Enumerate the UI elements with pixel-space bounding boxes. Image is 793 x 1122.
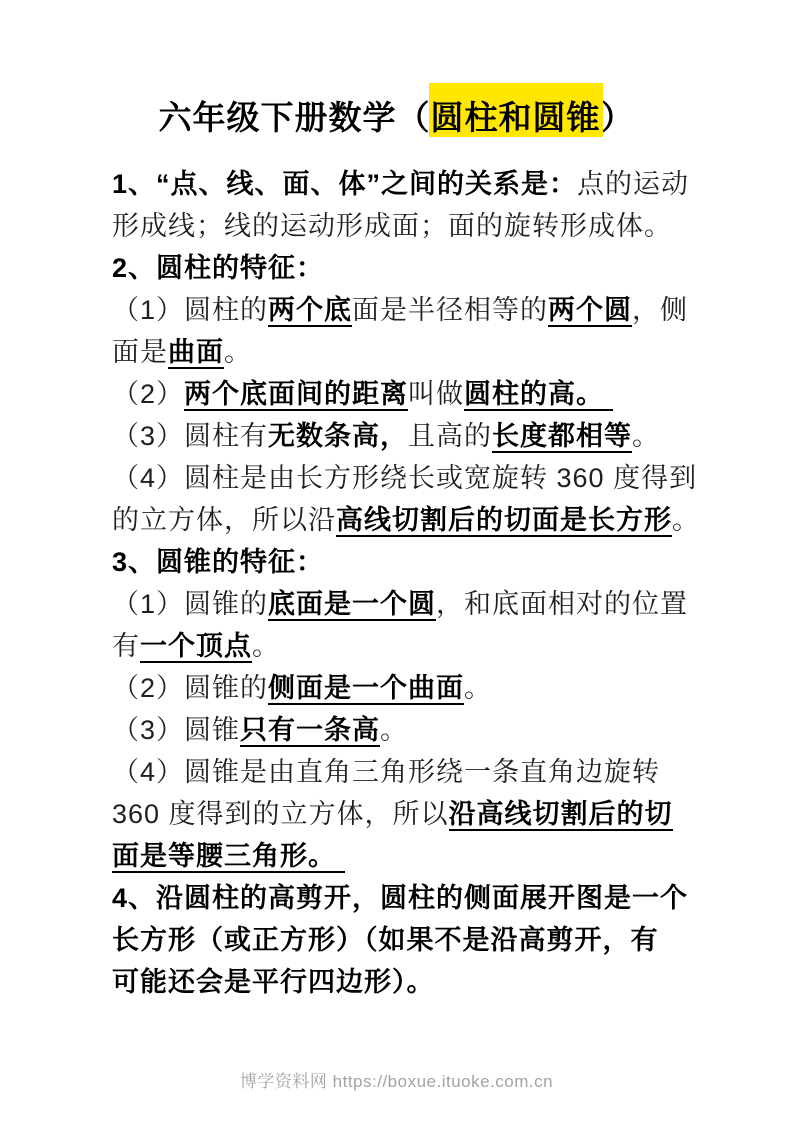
text-line	[112, 793, 733, 835]
text-line	[112, 709, 733, 751]
text-line	[112, 751, 733, 793]
text-line	[112, 499, 733, 541]
key-term-underlined: 两个底面间的距离	[184, 379, 409, 409]
body-text: 。	[632, 421, 661, 451]
bold-text: 1、“点、线、面、体”之间的关系是：	[112, 169, 578, 199]
body-text: 。	[464, 673, 493, 703]
text-line	[112, 163, 733, 205]
body-text: （2）圆锥的	[112, 673, 269, 703]
key-term-underlined: 沿高线切割后的切	[448, 799, 673, 829]
body-text: （1）圆柱的	[112, 295, 269, 325]
body-text: 。	[252, 631, 280, 661]
title-suffix: ）	[600, 99, 635, 136]
text-line	[112, 373, 733, 415]
body-text: （3）圆锥	[112, 715, 241, 745]
body-text: （4）圆柱是由长方形绕长或宽旋转 360 度得到	[112, 463, 698, 493]
text-line	[112, 541, 733, 583]
key-term-underlined: 两个圆	[548, 295, 633, 325]
text-line	[112, 331, 733, 373]
key-term-underlined: 高线切割后的切面是长方形	[336, 505, 672, 535]
key-term-underlined: 曲面	[168, 337, 224, 367]
page-title	[0, 0, 793, 142]
key-term-underlined: 长度都相等	[492, 421, 633, 451]
body-text: ，侧	[632, 295, 689, 325]
body-text: （2）	[112, 379, 185, 409]
body-text: 面是	[112, 337, 168, 367]
key-term-underlined: 只有一条高	[240, 715, 381, 745]
bold-text: 4、沿圆柱的高剪开，圆柱的侧面展开图是一个	[112, 883, 689, 913]
body-text: 有	[112, 631, 140, 661]
body-text: 叫做	[408, 379, 465, 409]
body-text: 面是半径相等的	[352, 295, 549, 325]
text-line	[112, 667, 733, 709]
key-term-underlined: 底面是一个圆	[268, 589, 437, 619]
body-text: 。	[380, 715, 409, 745]
footer-site-name: 博学资料网	[239, 1072, 328, 1091]
body-text: （1）圆锥的	[112, 589, 269, 619]
body-text: （3）圆柱有	[112, 421, 269, 451]
bold-text: 长方形（或正方形）（如果不是沿高剪开，有	[112, 925, 659, 955]
key-term-underlined: 一个顶点	[140, 631, 252, 661]
body-text: （4）圆锥是由直角三角形绕一条直角边旋转	[112, 757, 661, 787]
body-text: 形成线；线的运动形成面；面的旋转形成体。	[112, 211, 672, 241]
text-line	[112, 247, 733, 289]
footer-credit	[0, 1067, 793, 1092]
text-line	[112, 877, 733, 919]
text-line	[112, 835, 733, 877]
bold-text: 可能还会是平行四边形）。	[112, 967, 435, 997]
text-line	[112, 583, 733, 625]
notes-content	[0, 163, 793, 1003]
body-text: ，和底面相对的位置	[436, 589, 689, 619]
bold-text: 3、圆锥的特征：	[112, 547, 325, 577]
title-highlight: 圆柱和圆锥	[430, 99, 601, 136]
text-line	[112, 289, 733, 331]
text-line	[112, 457, 733, 499]
body-text: 的立方体，所以沿	[112, 505, 336, 535]
text-line	[112, 205, 733, 247]
body-text: 且高的	[408, 421, 493, 451]
key-term-underlined: 两个底	[268, 295, 353, 325]
title-prefix: 六年级下册数学（	[158, 99, 431, 136]
body-text: 。	[224, 337, 252, 367]
text-line	[112, 415, 733, 457]
body-text: 。	[672, 505, 700, 535]
key-term-underlined: 圆柱的高。	[464, 379, 613, 409]
footer-url: https://boxue.ituoke.com.cn	[332, 1072, 554, 1091]
text-line	[112, 919, 733, 961]
bold-text: 无数条高，	[268, 421, 409, 451]
body-text: 360 度得到的立方体，所以	[112, 799, 449, 829]
key-term-underlined: 面是等腰三角形。	[112, 841, 345, 871]
key-term-underlined: 侧面是一个曲面	[268, 673, 465, 703]
body-text: 点的运动	[577, 169, 690, 199]
bold-text: 2、圆柱的特征：	[112, 253, 325, 283]
text-line	[112, 961, 733, 1003]
text-line	[112, 625, 733, 667]
